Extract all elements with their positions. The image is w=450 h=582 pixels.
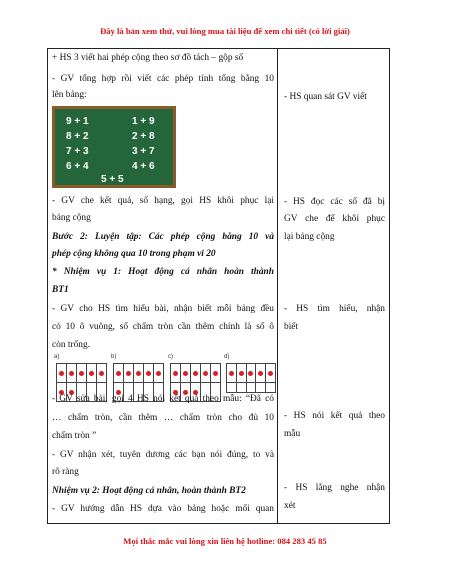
top-banner: Đây là bản xem thử, vui lòng mua tài liệu để xem chi tiết (có lời giải) bbox=[100, 26, 350, 36]
red-dot bbox=[239, 371, 244, 376]
chalkboard-image bbox=[52, 106, 176, 188]
red-dot bbox=[126, 371, 131, 376]
board-eq: 5 + 5 bbox=[101, 174, 124, 185]
right-line-2: - HS đọc các số đã bị bbox=[284, 197, 385, 207]
left-line-5: bảng cộng bbox=[52, 213, 91, 223]
red-dot bbox=[116, 371, 121, 376]
ten-frame-cell bbox=[246, 383, 256, 393]
board-eq: 6 + 4 bbox=[66, 161, 89, 172]
board-eq: 7 + 3 bbox=[66, 146, 89, 157]
right-line-7: - HS nói kết quả theo bbox=[284, 411, 385, 421]
red-dot bbox=[59, 371, 64, 376]
red-dot bbox=[268, 371, 273, 376]
ten-frame-cell bbox=[227, 383, 237, 393]
board-eq: 2 + 8 bbox=[132, 131, 155, 142]
left-line-1: + HS 3 viết hai phép cộng theo sơ đồ tách – gộp số bbox=[52, 53, 244, 63]
task-1-heading-cont: BT1 bbox=[52, 285, 69, 295]
ten-frame-cell bbox=[154, 364, 164, 383]
ten-frame-cell bbox=[67, 364, 77, 383]
ten-frame-cell bbox=[57, 364, 67, 383]
right-line-5: - HS tìm hiểu, nhận bbox=[284, 304, 385, 314]
right-line-4: lại bảng cộng bbox=[284, 232, 335, 242]
board-eq: 9 + 1 bbox=[66, 116, 89, 127]
ten-frame-cell bbox=[144, 364, 154, 383]
ten-frame-cell bbox=[211, 364, 221, 383]
right-line-3: GV che để khôi phục bbox=[284, 214, 385, 224]
left-line-3: lên bảng: bbox=[52, 90, 87, 100]
task-1-heading: * Nhiệm vụ 1: Hoạt động cá nhân hoàn thành bbox=[52, 267, 274, 277]
red-dot bbox=[146, 371, 151, 376]
ten-frame-cell bbox=[124, 364, 134, 383]
ten-frame-d bbox=[226, 363, 276, 393]
board-eq: 1 + 9 bbox=[132, 116, 155, 127]
ten-frame-cell bbox=[171, 364, 181, 383]
left-line-12: còn trống. bbox=[52, 340, 91, 350]
red-dot bbox=[69, 371, 74, 376]
red-dot bbox=[203, 371, 208, 376]
red-dot bbox=[156, 371, 161, 376]
right-line-9: - HS lắng nghe nhận bbox=[284, 483, 385, 493]
red-dot bbox=[136, 371, 141, 376]
board-eq: 3 + 7 bbox=[132, 146, 155, 157]
task-2-heading: Nhiệm vụ 2: Hoạt động cá nhân, hoàn thành BT2 bbox=[52, 486, 246, 496]
ten-frame-cell bbox=[246, 364, 256, 383]
ten-frame-cell bbox=[114, 364, 124, 383]
red-dot bbox=[248, 371, 253, 376]
red-dot bbox=[173, 371, 178, 376]
left-line-17: rõ ràng bbox=[52, 467, 79, 477]
red-dot bbox=[258, 371, 263, 376]
ten-frame-cell bbox=[236, 364, 246, 383]
right-line-10: xét bbox=[284, 501, 296, 511]
ten-frame-cell bbox=[191, 364, 201, 383]
board-eq: 4 + 6 bbox=[132, 161, 155, 172]
grid-label: d) bbox=[224, 354, 230, 360]
left-line-13: - GV sửa bài, gọi 4 HS nói kết quả theo mẫu: “Đã có bbox=[52, 394, 274, 404]
right-line-1: - HS quan sát GV viết bbox=[284, 92, 367, 102]
red-dot bbox=[79, 371, 84, 376]
right-line-6: biết bbox=[284, 322, 299, 332]
left-line-15: chấm tròn ” bbox=[52, 431, 97, 441]
ten-frame-cell bbox=[266, 383, 276, 393]
left-line-11: có 10 ô vuông, số chấm tròn cần thêm chính là số ô bbox=[52, 322, 274, 332]
red-dot bbox=[213, 371, 218, 376]
grid-label: a) bbox=[54, 354, 60, 360]
ten-frame-cell bbox=[256, 383, 266, 393]
red-dot bbox=[183, 371, 188, 376]
board-eq: 8 + 2 bbox=[66, 131, 89, 142]
left-line-19: - GV hướng dẫn HS dựa vào bảng hoặc mối quan bbox=[52, 504, 274, 514]
red-dot bbox=[229, 371, 234, 376]
left-line-10: - GV cho HS tìm hiểu bài, nhận biết mỗi bảng đều bbox=[52, 304, 274, 314]
ten-frame-cell bbox=[227, 364, 237, 383]
red-dot bbox=[99, 371, 104, 376]
ten-frame-cell bbox=[266, 364, 276, 383]
grid-label: b) bbox=[111, 354, 117, 360]
left-line-14: … chấm tròn, cần thêm … chấm tròn cho đủ 10 bbox=[52, 413, 274, 423]
left-line-4: - GV che kết quả, số hạng, gọi HS khôi phục lại bbox=[52, 196, 274, 206]
left-line-2: - GV tổng hợp rồi viết các phép tính tổng bằng 10 bbox=[52, 74, 274, 84]
exercise-dot-grids bbox=[54, 354, 276, 388]
ten-frame-cell bbox=[134, 364, 144, 383]
ten-frame-cell bbox=[201, 364, 211, 383]
column-divider bbox=[277, 48, 278, 524]
red-dot bbox=[89, 371, 94, 376]
left-line-16: - GV nhận xét, tuyên dương các bạn nói đúng, to và bbox=[52, 450, 274, 460]
right-line-8: mẫu bbox=[284, 429, 301, 439]
bottom-banner: Mọi thắc mắc vui lòng xin liên hệ hotline: 084 283 45 85 bbox=[123, 536, 327, 546]
ten-frame-cell bbox=[236, 383, 246, 393]
step-2-heading-cont: phép cộng không qua 10 trong phạm vi 20 bbox=[52, 249, 216, 259]
ten-frame-cell bbox=[77, 364, 87, 383]
ten-frame-cell bbox=[256, 364, 266, 383]
red-dot bbox=[193, 371, 198, 376]
ten-frame-cell bbox=[97, 364, 107, 383]
ten-frame-cell bbox=[181, 364, 191, 383]
grid-label: c) bbox=[168, 354, 173, 360]
step-2-heading: Bước 2: Luyện tập: Các phép cộng bằng 10 và bbox=[52, 232, 274, 242]
ten-frame-cell bbox=[87, 364, 97, 383]
